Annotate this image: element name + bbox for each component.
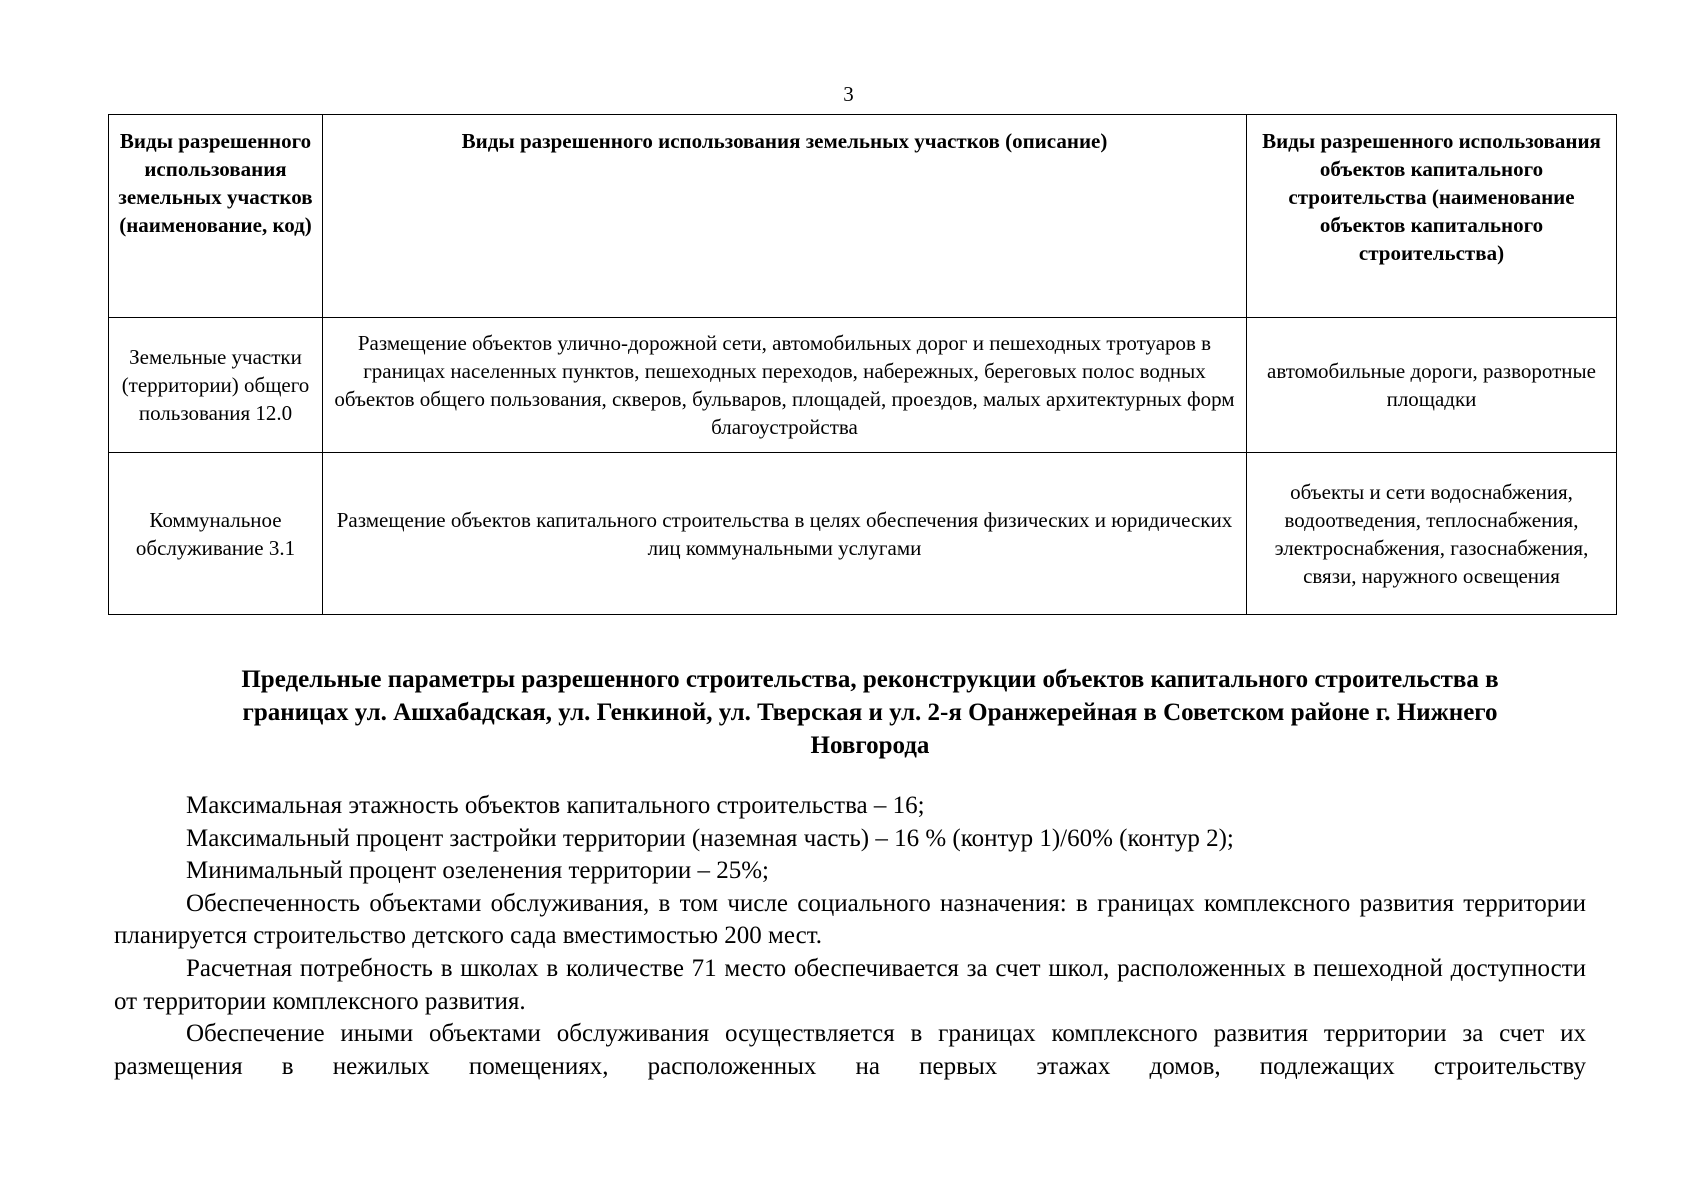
cell-land-use-name: Коммунальное обслуживание 3.1 [109,453,323,615]
table-row [109,318,1617,453]
header-land-use-name: Виды разрешенного использования земельных участков (наименование, код) [109,115,323,318]
cell-capital-construction-use: объекты и сети водоснабжения, водоотведения, теплоснабжения, электроснабжения, газоснабжения, связи, наружного освещения [1247,453,1617,615]
header-land-use-description: Виды разрешенного использования земельных участков (описание) [323,115,1247,318]
paragraph-max-floors: Максимальная этажность объектов капитального строительства – 16; [186,792,925,819]
header-capital-construction-use: Виды разрешенного использования объектов капитального строительства (наименование объектов капитального строительства) [1247,115,1617,318]
paragraph-other-services: Обеспечение иными объектами обслуживания осуществляется в границах комплексного развития территории за счет их размещения в нежилых помещениях, расположенных на первых этажах домов, подлежащих строительству [114,1020,1586,1080]
section-title: Предельные параметры разрешенного строительства, реконструкции объектов капитального строительства в границах ул. Ашхабадская, ул. Генкиной, ул. Тверская и ул. 2-я Оранжерейная в Советском районе г. Нижнего Новгорода [241,666,1499,759]
paragraph-service-provision: Обеспеченность объектами обслуживания, в том числе социального назначения: в границах комплексного развития территории планируется строительство детского сада вместимостью 200 мест. [114,889,1586,950]
table-header-row [109,115,1617,318]
table-row [109,453,1617,615]
land-use-table [108,114,1617,615]
paragraph-school-demand: Расчетная потребность в школах в количестве 71 место обеспечивается за счет школ, расположенных в пешеходной доступности от территории комплексного развития. [114,954,1586,1015]
cell-land-use-name: Земельные участки (территории) общего пользования 12.0 [109,318,323,453]
cell-land-use-description: Размещение объектов улично-дорожной сети, автомобильных дорог и пешеходных тротуаров в границах населенных пунктов, пешеходных переходов, набережных, береговых полос водных объектов общего пользования, скверов, бульваров, площадей, проездов, малых архитектурных форм благоустройства [323,318,1247,453]
cell-capital-construction-use: автомобильные дороги, разворотные площадки [1247,318,1617,453]
paragraph-max-building-percent: Максимальный процент застройки территории (наземная часть) – 16 % (контур 1)/60% (контур 2); [186,824,1234,852]
parameters-body [114,790,1586,1083]
page-number: 3 [843,82,854,106]
paragraph-min-green-percent: Минимальный процент озеленения территории – 25%; [186,857,769,885]
cell-land-use-description: Размещение объектов капитального строительства в целях обеспечения физических и юридических лиц коммунальными услугами [323,453,1247,615]
